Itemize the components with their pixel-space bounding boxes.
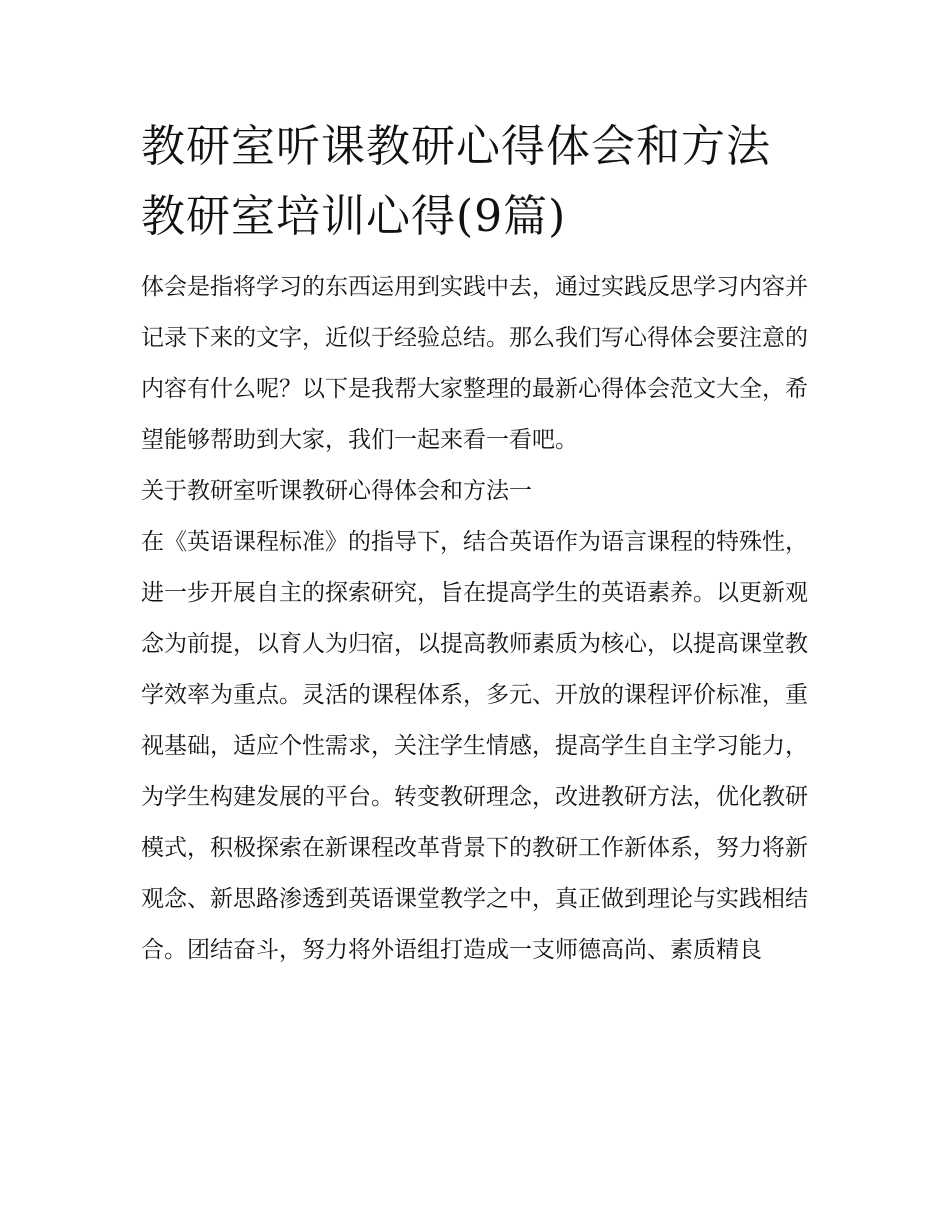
document-content [141, 112, 813, 976]
body-paragraph: 在《英语课程标准》的指导下，结合英语作为语言课程的特殊性，进一步开展自主的探索研究，旨在提高学生的英语素养。以更新观念为前提，以育人为归宿，以提高教师素质为核心，以提高课堂教学效率为重点。灵活的课程体系，多元、开放的课程评价标准，重视基础，适应个性需求，关注学生情感，提高学生自主学习能力，为学生构建发展的平台。转变教研理念，改进教研方法，优化教研模式，积极探索在新课程改革背景下的教研工作新体系，努力将新观念、新思路渗透到英语课堂教学之中，真正做到理论与实践相结合。团结奋斗，努力将外语组打造成一支师德高尚、素质精良 [141, 529, 808, 963]
section-heading: 关于教研室听课教研心得体会和方法一 [141, 478, 532, 504]
document-body [141, 262, 813, 976]
document-title: 教研室听课教研心得体会和方法 教研室培训心得(9篇) [141, 121, 771, 242]
intro-paragraph: 体会是指将学习的东西运用到实践中去，通过实践反思学习内容并记录下来的文字，近似于经验总结。那么我们写心得体会要注意的内容有什么呢？以下是我帮大家整理的最新心得体会范文大全，希望能够帮助到大家，我们一起来看一看吧。 [141, 274, 808, 453]
